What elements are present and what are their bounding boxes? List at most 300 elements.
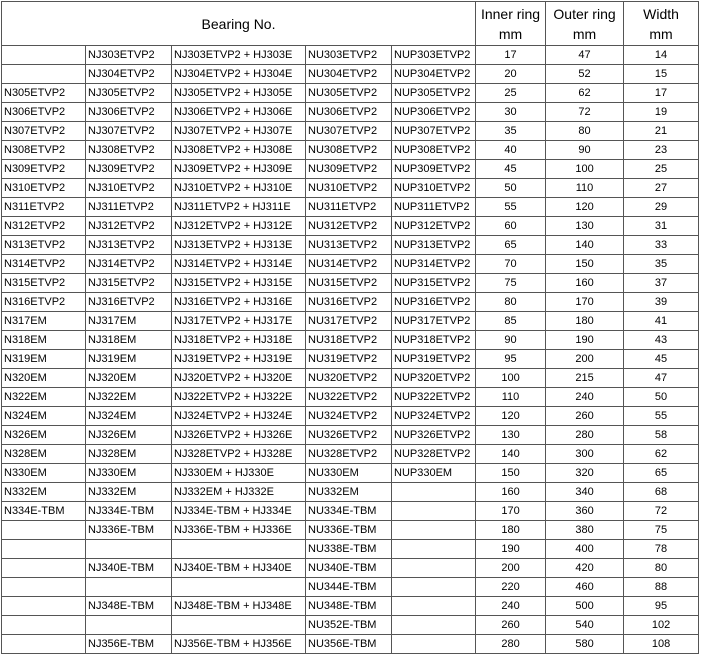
nj-hj-type-cell: NJ311ETVP2 + HJ311E: [172, 198, 306, 217]
nj-type-cell: NJ303ETVP2: [86, 46, 172, 65]
nup-type-cell: NUP307ETVP2: [392, 122, 476, 141]
width-cell: 62: [624, 445, 699, 464]
nup-type-cell: NUP324ETVP2: [392, 407, 476, 426]
width-cell: 29: [624, 198, 699, 217]
outer-ring-cell: 200: [546, 350, 624, 369]
nj-type-cell: NJ328EM: [86, 445, 172, 464]
n-type-cell: N334E-TBM: [2, 502, 86, 521]
nj-hj-type-cell: NJ348E-TBM + HJ348E: [172, 597, 306, 616]
nj-hj-type-cell: [172, 540, 306, 559]
nj-type-cell: NJ313ETVP2: [86, 236, 172, 255]
nu-type-cell: NU308ETVP2: [306, 141, 392, 160]
nj-type-cell: NJ320EM: [86, 369, 172, 388]
width-cell: 41: [624, 312, 699, 331]
table-row: [2, 84, 699, 103]
table-row: [2, 445, 699, 464]
nj-hj-type-cell: NJ308ETVP2 + HJ308E: [172, 141, 306, 160]
width-cell: 75: [624, 521, 699, 540]
nup-type-cell: NUP306ETVP2: [392, 103, 476, 122]
inner-ring-cell: 65: [476, 236, 546, 255]
outer-ring-cell: 72: [546, 103, 624, 122]
inner-ring-cell: 50: [476, 179, 546, 198]
width-cell: 31: [624, 217, 699, 236]
n-type-cell: N320EM: [2, 369, 86, 388]
nup-type-cell: NUP308ETVP2: [392, 141, 476, 160]
n-type-cell: N328EM: [2, 445, 86, 464]
outer-ring-cell: 100: [546, 160, 624, 179]
width-label: Width: [643, 5, 679, 22]
table-row: [2, 122, 699, 141]
table-row: [2, 369, 699, 388]
outer-ring-cell: 340: [546, 483, 624, 502]
inner-ring-cell: 20: [476, 65, 546, 84]
nj-type-cell: NJ332EM: [86, 483, 172, 502]
nj-hj-type-cell: NJ322ETVP2 + HJ322E: [172, 388, 306, 407]
nup-type-cell: NUP311ETVP2: [392, 198, 476, 217]
nj-hj-type-cell: NJ340E-TBM + HJ340E: [172, 559, 306, 578]
nup-type-cell: NUP304ETVP2: [392, 65, 476, 84]
width-cell: 33: [624, 236, 699, 255]
nj-type-cell: NJ334E-TBM: [86, 502, 172, 521]
nj-type-cell: NJ312ETVP2: [86, 217, 172, 236]
width-cell: 37: [624, 274, 699, 293]
outer-ring-cell: 47: [546, 46, 624, 65]
inner-ring-cell: 95: [476, 350, 546, 369]
nup-type-cell: NUP314ETVP2: [392, 255, 476, 274]
table-row: [2, 312, 699, 331]
nj-type-cell: NJ319EM: [86, 350, 172, 369]
nj-type-cell: NJ348E-TBM: [86, 597, 172, 616]
nj-type-cell: NJ309ETVP2: [86, 160, 172, 179]
outer-ring-cell: 320: [546, 464, 624, 483]
nup-type-cell: [392, 502, 476, 521]
nj-type-cell: NJ304ETVP2: [86, 65, 172, 84]
nj-hj-type-cell: NJ330EM + HJ330E: [172, 464, 306, 483]
n-type-cell: N316ETVP2: [2, 293, 86, 312]
table-row: [2, 635, 699, 654]
inner-ring-unit: mm: [498, 25, 523, 42]
inner-ring-cell: 180: [476, 521, 546, 540]
width-cell: 80: [624, 559, 699, 578]
nu-type-cell: NU304ETVP2: [306, 65, 392, 84]
nup-type-cell: NUP312ETVP2: [392, 217, 476, 236]
outer-ring-cell: 130: [546, 217, 624, 236]
table-row: [2, 540, 699, 559]
width-cell: 17: [624, 84, 699, 103]
nj-type-cell: NJ318EM: [86, 331, 172, 350]
outer-ring-cell: 90: [546, 141, 624, 160]
table-row: [2, 217, 699, 236]
nup-type-cell: NUP317ETVP2: [392, 312, 476, 331]
n-type-cell: N319EM: [2, 350, 86, 369]
inner-ring-cell: 220: [476, 578, 546, 597]
outer-ring-cell: 140: [546, 236, 624, 255]
inner-ring-cell: 60: [476, 217, 546, 236]
nj-type-cell: NJ336E-TBM: [86, 521, 172, 540]
width-cell: 65: [624, 464, 699, 483]
nup-type-cell: [392, 616, 476, 635]
inner-ring-cell: 280: [476, 635, 546, 654]
outer-ring-cell: 120: [546, 198, 624, 217]
nu-type-cell: NU344E-TBM: [306, 578, 392, 597]
nu-type-cell: NU348E-TBM: [306, 597, 392, 616]
bearing-table: [1, 1, 699, 654]
table-row: [2, 141, 699, 160]
nj-type-cell: NJ310ETVP2: [86, 179, 172, 198]
inner-ring-cell: 160: [476, 483, 546, 502]
n-type-cell: N330EM: [2, 464, 86, 483]
inner-ring-cell: 25: [476, 84, 546, 103]
n-type-cell: [2, 559, 86, 578]
outer-ring-cell: 540: [546, 616, 624, 635]
n-type-cell: N315ETVP2: [2, 274, 86, 293]
inner-ring-cell: 90: [476, 331, 546, 350]
nu-type-cell: NU319ETVP2: [306, 350, 392, 369]
nj-type-cell: NJ330EM: [86, 464, 172, 483]
n-type-cell: N322EM: [2, 388, 86, 407]
table-row: [2, 578, 699, 597]
nj-type-cell: NJ307ETVP2: [86, 122, 172, 141]
nu-type-cell: NU324ETVP2: [306, 407, 392, 426]
nup-type-cell: NUP328ETVP2: [392, 445, 476, 464]
table-row: [2, 293, 699, 312]
n-type-cell: N332EM: [2, 483, 86, 502]
width-cell: 19: [624, 103, 699, 122]
n-type-cell: N305ETVP2: [2, 84, 86, 103]
outer-ring-cell: 260: [546, 407, 624, 426]
nj-hj-type-cell: NJ306ETVP2 + HJ306E: [172, 103, 306, 122]
nj-hj-type-cell: NJ317ETVP2 + HJ317E: [172, 312, 306, 331]
width-cell: 45: [624, 350, 699, 369]
nj-type-cell: NJ314ETVP2: [86, 255, 172, 274]
nj-hj-type-cell: NJ324ETVP2 + HJ324E: [172, 407, 306, 426]
outer-ring-cell: 170: [546, 293, 624, 312]
inner-ring-cell: 140: [476, 445, 546, 464]
inner-ring-cell: 130: [476, 426, 546, 445]
nj-type-cell: NJ305ETVP2: [86, 84, 172, 103]
table-row: [2, 559, 699, 578]
nu-type-cell: NU340E-TBM: [306, 559, 392, 578]
table-row: [2, 331, 699, 350]
nj-type-cell: NJ326EM: [86, 426, 172, 445]
nu-type-cell: NU309ETVP2: [306, 160, 392, 179]
nj-hj-type-cell: NJ310ETVP2 + HJ310E: [172, 179, 306, 198]
nj-type-cell: [86, 616, 172, 635]
nj-type-cell: NJ306ETVP2: [86, 103, 172, 122]
table-row: [2, 616, 699, 635]
inner-ring-cell: 30: [476, 103, 546, 122]
width-cell: 47: [624, 369, 699, 388]
width-cell: 58: [624, 426, 699, 445]
inner-ring-cell: 45: [476, 160, 546, 179]
outer-ring-cell: 400: [546, 540, 624, 559]
nj-hj-type-cell: NJ334E-TBM + HJ334E: [172, 502, 306, 521]
n-type-cell: N324EM: [2, 407, 86, 426]
table-row: [2, 103, 699, 122]
width-cell: 21: [624, 122, 699, 141]
nu-type-cell: NU316ETVP2: [306, 293, 392, 312]
n-type-cell: N306ETVP2: [2, 103, 86, 122]
table-row: [2, 179, 699, 198]
nj-hj-type-cell: NJ315ETVP2 + HJ315E: [172, 274, 306, 293]
nj-type-cell: NJ315ETVP2: [86, 274, 172, 293]
nup-type-cell: [392, 578, 476, 597]
n-type-cell: N317EM: [2, 312, 86, 331]
n-type-cell: [2, 635, 86, 654]
outer-ring-cell: 360: [546, 502, 624, 521]
width-cell: 108: [624, 635, 699, 654]
nj-type-cell: NJ324EM: [86, 407, 172, 426]
nj-type-cell: NJ317EM: [86, 312, 172, 331]
nj-type-cell: [86, 578, 172, 597]
table-row: [2, 46, 699, 65]
nu-type-cell: NU305ETVP2: [306, 84, 392, 103]
outer-ring-cell: 500: [546, 597, 624, 616]
nup-type-cell: NUP315ETVP2: [392, 274, 476, 293]
nup-type-cell: [392, 521, 476, 540]
inner-ring-cell: 100: [476, 369, 546, 388]
nj-hj-type-cell: NJ309ETVP2 + HJ309E: [172, 160, 306, 179]
table-row: [2, 255, 699, 274]
nu-type-cell: NU332EM: [306, 483, 392, 502]
n-type-cell: [2, 597, 86, 616]
n-type-cell: [2, 578, 86, 597]
nup-type-cell: NUP309ETVP2: [392, 160, 476, 179]
nu-type-cell: NU310ETVP2: [306, 179, 392, 198]
table-row: [2, 65, 699, 84]
nj-hj-type-cell: NJ307ETVP2 + HJ307E: [172, 122, 306, 141]
nup-type-cell: NUP310ETVP2: [392, 179, 476, 198]
table-row: [2, 274, 699, 293]
nu-type-cell: NU303ETVP2: [306, 46, 392, 65]
width-cell: 15: [624, 65, 699, 84]
nj-hj-type-cell: NJ304ETVP2 + HJ304E: [172, 65, 306, 84]
inner-ring-cell: 120: [476, 407, 546, 426]
inner-ring-cell: 70: [476, 255, 546, 274]
outer-ring-cell: 215: [546, 369, 624, 388]
inner-ring-cell: 200: [476, 559, 546, 578]
nj-hj-type-cell: NJ305ETVP2 + HJ305E: [172, 84, 306, 103]
nu-type-cell: NU328ETVP2: [306, 445, 392, 464]
outer-ring-cell: 380: [546, 521, 624, 540]
inner-ring-cell: 40: [476, 141, 546, 160]
nu-type-cell: NU356E-TBM: [306, 635, 392, 654]
nj-hj-type-cell: NJ356E-TBM + HJ356E: [172, 635, 306, 654]
width-cell: 72: [624, 502, 699, 521]
width-cell: 55: [624, 407, 699, 426]
nj-hj-type-cell: NJ312ETVP2 + HJ312E: [172, 217, 306, 236]
n-type-cell: N309ETVP2: [2, 160, 86, 179]
bearing-no-header: Bearing No.: [2, 2, 476, 46]
outer-ring-cell: 62: [546, 84, 624, 103]
table-row: [2, 198, 699, 217]
table-row: [2, 160, 699, 179]
nup-type-cell: NUP326ETVP2: [392, 426, 476, 445]
outer-ring-header: [546, 2, 624, 46]
n-type-cell: [2, 521, 86, 540]
n-type-cell: N312ETVP2: [2, 217, 86, 236]
nu-type-cell: NU322ETVP2: [306, 388, 392, 407]
table-row: [2, 426, 699, 445]
nu-type-cell: NU315ETVP2: [306, 274, 392, 293]
inner-ring-cell: 110: [476, 388, 546, 407]
nj-hj-type-cell: NJ332EM + HJ332E: [172, 483, 306, 502]
nu-type-cell: NU320ETVP2: [306, 369, 392, 388]
nj-type-cell: NJ340E-TBM: [86, 559, 172, 578]
outer-ring-unit: mm: [572, 25, 597, 42]
n-type-cell: [2, 540, 86, 559]
table-header: [2, 2, 699, 46]
n-type-cell: N314ETVP2: [2, 255, 86, 274]
nj-hj-type-cell: NJ336E-TBM + HJ336E: [172, 521, 306, 540]
nj-hj-type-cell: NJ326ETVP2 + HJ326E: [172, 426, 306, 445]
table-row: [2, 464, 699, 483]
nup-type-cell: NUP318ETVP2: [392, 331, 476, 350]
table-row: [2, 388, 699, 407]
outer-ring-cell: 280: [546, 426, 624, 445]
nu-type-cell: NU306ETVP2: [306, 103, 392, 122]
inner-ring-header: [476, 2, 546, 46]
width-cell: 27: [624, 179, 699, 198]
inner-ring-cell: 17: [476, 46, 546, 65]
table-row: [2, 521, 699, 540]
inner-ring-cell: 55: [476, 198, 546, 217]
inner-ring-cell: 35: [476, 122, 546, 141]
nup-type-cell: NUP313ETVP2: [392, 236, 476, 255]
nj-type-cell: NJ356E-TBM: [86, 635, 172, 654]
outer-ring-cell: 240: [546, 388, 624, 407]
table-row: [2, 236, 699, 255]
n-type-cell: [2, 46, 86, 65]
nj-hj-type-cell: NJ319ETVP2 + HJ319E: [172, 350, 306, 369]
outer-ring-cell: 300: [546, 445, 624, 464]
nu-type-cell: NU326ETVP2: [306, 426, 392, 445]
nu-type-cell: NU352E-TBM: [306, 616, 392, 635]
inner-ring-cell: 85: [476, 312, 546, 331]
nj-type-cell: NJ322EM: [86, 388, 172, 407]
n-type-cell: N311ETVP2: [2, 198, 86, 217]
inner-ring-cell: 80: [476, 293, 546, 312]
n-type-cell: N308ETVP2: [2, 141, 86, 160]
inner-ring-cell: 170: [476, 502, 546, 521]
nu-type-cell: NU312ETVP2: [306, 217, 392, 236]
outer-ring-cell: 180: [546, 312, 624, 331]
inner-ring-cell: 240: [476, 597, 546, 616]
inner-ring-cell: 190: [476, 540, 546, 559]
nu-type-cell: NU330EM: [306, 464, 392, 483]
nu-type-cell: NU314ETVP2: [306, 255, 392, 274]
nj-hj-type-cell: NJ313ETVP2 + HJ313E: [172, 236, 306, 255]
n-type-cell: [2, 616, 86, 635]
inner-ring-cell: 150: [476, 464, 546, 483]
outer-ring-cell: 190: [546, 331, 624, 350]
nj-type-cell: [86, 540, 172, 559]
width-header: [624, 2, 699, 46]
inner-ring-label: Inner ring: [480, 5, 541, 22]
nup-type-cell: [392, 540, 476, 559]
n-type-cell: N307ETVP2: [2, 122, 86, 141]
nup-type-cell: NUP320ETVP2: [392, 369, 476, 388]
width-cell: 95: [624, 597, 699, 616]
nu-type-cell: NU338E-TBM: [306, 540, 392, 559]
width-cell: 88: [624, 578, 699, 597]
nu-type-cell: NU317ETVP2: [306, 312, 392, 331]
nj-hj-type-cell: NJ314ETVP2 + HJ314E: [172, 255, 306, 274]
n-type-cell: [2, 65, 86, 84]
nup-type-cell: NUP319ETVP2: [392, 350, 476, 369]
width-cell: 50: [624, 388, 699, 407]
n-type-cell: N326EM: [2, 426, 86, 445]
width-cell: 23: [624, 141, 699, 160]
nu-type-cell: NU307ETVP2: [306, 122, 392, 141]
width-unit: mm: [649, 25, 673, 42]
nj-hj-type-cell: NJ303ETVP2 + HJ303E: [172, 46, 306, 65]
n-type-cell: N310ETVP2: [2, 179, 86, 198]
width-cell: 39: [624, 293, 699, 312]
width-cell: 25: [624, 160, 699, 179]
outer-ring-cell: 160: [546, 274, 624, 293]
nj-type-cell: NJ311ETVP2: [86, 198, 172, 217]
nu-type-cell: NU334E-TBM: [306, 502, 392, 521]
nu-type-cell: NU318ETVP2: [306, 331, 392, 350]
n-type-cell: N313ETVP2: [2, 236, 86, 255]
inner-ring-cell: 75: [476, 274, 546, 293]
outer-ring-cell: 460: [546, 578, 624, 597]
outer-ring-cell: 110: [546, 179, 624, 198]
table-body: [2, 46, 699, 654]
nj-hj-type-cell: NJ320ETVP2 + HJ320E: [172, 369, 306, 388]
nu-type-cell: NU313ETVP2: [306, 236, 392, 255]
nup-type-cell: [392, 483, 476, 502]
nu-type-cell: NU336E-TBM: [306, 521, 392, 540]
nj-hj-type-cell: NJ318ETVP2 + HJ318E: [172, 331, 306, 350]
n-type-cell: N318EM: [2, 331, 86, 350]
outer-ring-cell: 52: [546, 65, 624, 84]
width-cell: 78: [624, 540, 699, 559]
nj-hj-type-cell: NJ316ETVP2 + HJ316E: [172, 293, 306, 312]
table-row: [2, 597, 699, 616]
outer-ring-cell: 420: [546, 559, 624, 578]
nup-type-cell: [392, 559, 476, 578]
nup-type-cell: NUP303ETVP2: [392, 46, 476, 65]
nu-type-cell: NU311ETVP2: [306, 198, 392, 217]
nup-type-cell: [392, 597, 476, 616]
outer-ring-label: Outer ring: [553, 5, 616, 22]
outer-ring-cell: 150: [546, 255, 624, 274]
nj-hj-type-cell: [172, 616, 306, 635]
width-cell: 102: [624, 616, 699, 635]
nj-hj-type-cell: NJ328ETVP2 + HJ328E: [172, 445, 306, 464]
width-cell: 35: [624, 255, 699, 274]
outer-ring-cell: 580: [546, 635, 624, 654]
nup-type-cell: NUP305ETVP2: [392, 84, 476, 103]
nj-hj-type-cell: [172, 578, 306, 597]
width-cell: 68: [624, 483, 699, 502]
nup-type-cell: NUP322ETVP2: [392, 388, 476, 407]
table-row: [2, 502, 699, 521]
table-row: [2, 483, 699, 502]
nj-type-cell: NJ308ETVP2: [86, 141, 172, 160]
width-cell: 43: [624, 331, 699, 350]
nup-type-cell: [392, 635, 476, 654]
nj-type-cell: NJ316ETVP2: [86, 293, 172, 312]
outer-ring-cell: 80: [546, 122, 624, 141]
nup-type-cell: NUP330EM: [392, 464, 476, 483]
inner-ring-cell: 260: [476, 616, 546, 635]
table-row: [2, 350, 699, 369]
table-row: [2, 407, 699, 426]
width-cell: 14: [624, 46, 699, 65]
